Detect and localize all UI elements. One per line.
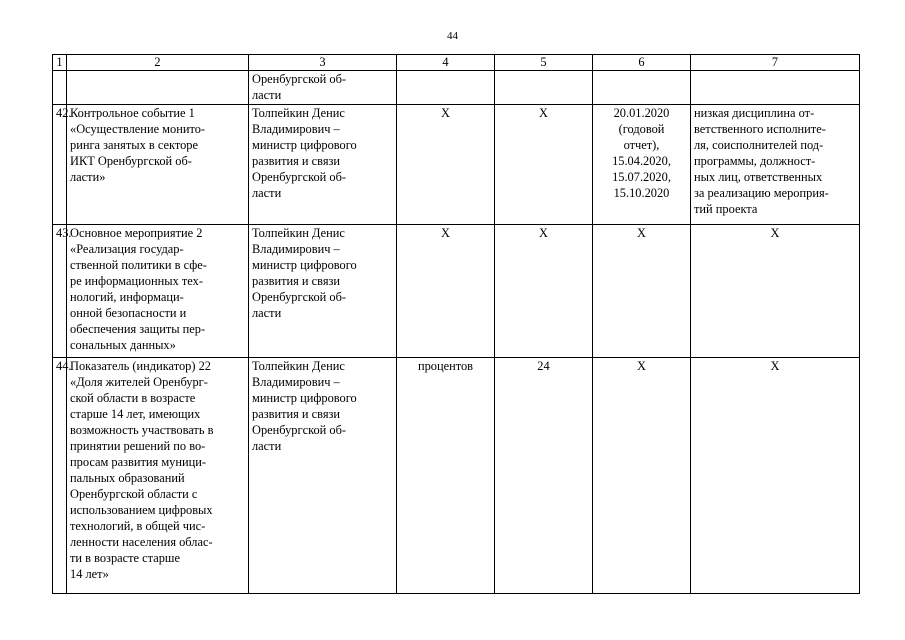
- plan-table: [52, 54, 860, 594]
- table-row: [53, 225, 860, 358]
- row-number: 42.: [53, 105, 67, 225]
- event-cell: Контрольное событие 1 «Осуществление монито- ринга занятых в секторе ИКТ Оренбургской об- ласти»: [67, 105, 249, 225]
- table-row: [53, 105, 860, 225]
- header-col-5: 5: [495, 55, 593, 71]
- risk-cell: Х: [691, 225, 860, 358]
- header-col-1: 1: [53, 55, 67, 71]
- responsible-cell: Толпейкин Денис Владимирович – министр цифрового развития и связи Оренбургской об- ласти: [249, 358, 397, 594]
- responsible-cell: Толпейкин Денис Владимирович – министр цифрового развития и связи Оренбургской об- ласти: [249, 225, 397, 358]
- unit-cell: Х: [397, 105, 495, 225]
- table-row: [53, 71, 860, 105]
- risk-cell: [691, 71, 860, 105]
- deadline-cell: Х: [593, 358, 691, 594]
- deadline-cell: [593, 71, 691, 105]
- value-cell: [495, 71, 593, 105]
- responsible-cell: Оренбургской об- ласти: [249, 71, 397, 105]
- unit-cell: Х: [397, 225, 495, 358]
- row-number: 44.: [53, 358, 67, 594]
- header-col-3: 3: [249, 55, 397, 71]
- row-number: 43.: [53, 225, 67, 358]
- unit-cell: [397, 71, 495, 105]
- event-cell: Основное мероприятие 2 «Реализация государ- ственной политики в сфе- ре информационных тех- нологий, информаци- онной безопасности и обеспечения защиты пер- сональных данных»: [67, 225, 249, 358]
- responsible-cell: Толпейкин Денис Владимирович – министр цифрового развития и связи Оренбургской об- ласти: [249, 105, 397, 225]
- header-col-7: 7: [691, 55, 860, 71]
- header-row: [53, 55, 860, 71]
- value-cell: Х: [495, 225, 593, 358]
- risk-cell: низкая дисциплина от- ветственного исполните- ля, соисполнителей под- программы, должност- ных лиц, ответственных за реализацию мероприя- тий проекта: [691, 105, 860, 225]
- value-cell: Х: [495, 105, 593, 225]
- table-row: [53, 358, 860, 594]
- header-col-4: 4: [397, 55, 495, 71]
- page-number: 44: [447, 30, 458, 42]
- deadline-cell: Х: [593, 225, 691, 358]
- unit-cell: процентов: [397, 358, 495, 594]
- event-cell: [67, 71, 249, 105]
- deadline-cell: 20.01.2020 (годовой отчет), 15.04.2020, 15.07.2020, 15.10.2020: [593, 105, 691, 225]
- event-cell: Показатель (индикатор) 22 «Доля жителей Оренбург- ской области в возрасте старше 14 лет, имеющих возможность участвовать в принятии решений по во- просам развития муници- пальных образований Оренбургской области с использованием цифровых технологий, в общей чис- ленности населения облас- ти в возрасте старше 14 лет»: [67, 358, 249, 594]
- row-number: [53, 71, 67, 105]
- value-cell: 24: [495, 358, 593, 594]
- header-col-2: 2: [67, 55, 249, 71]
- risk-cell: Х: [691, 358, 860, 594]
- header-col-6: 6: [593, 55, 691, 71]
